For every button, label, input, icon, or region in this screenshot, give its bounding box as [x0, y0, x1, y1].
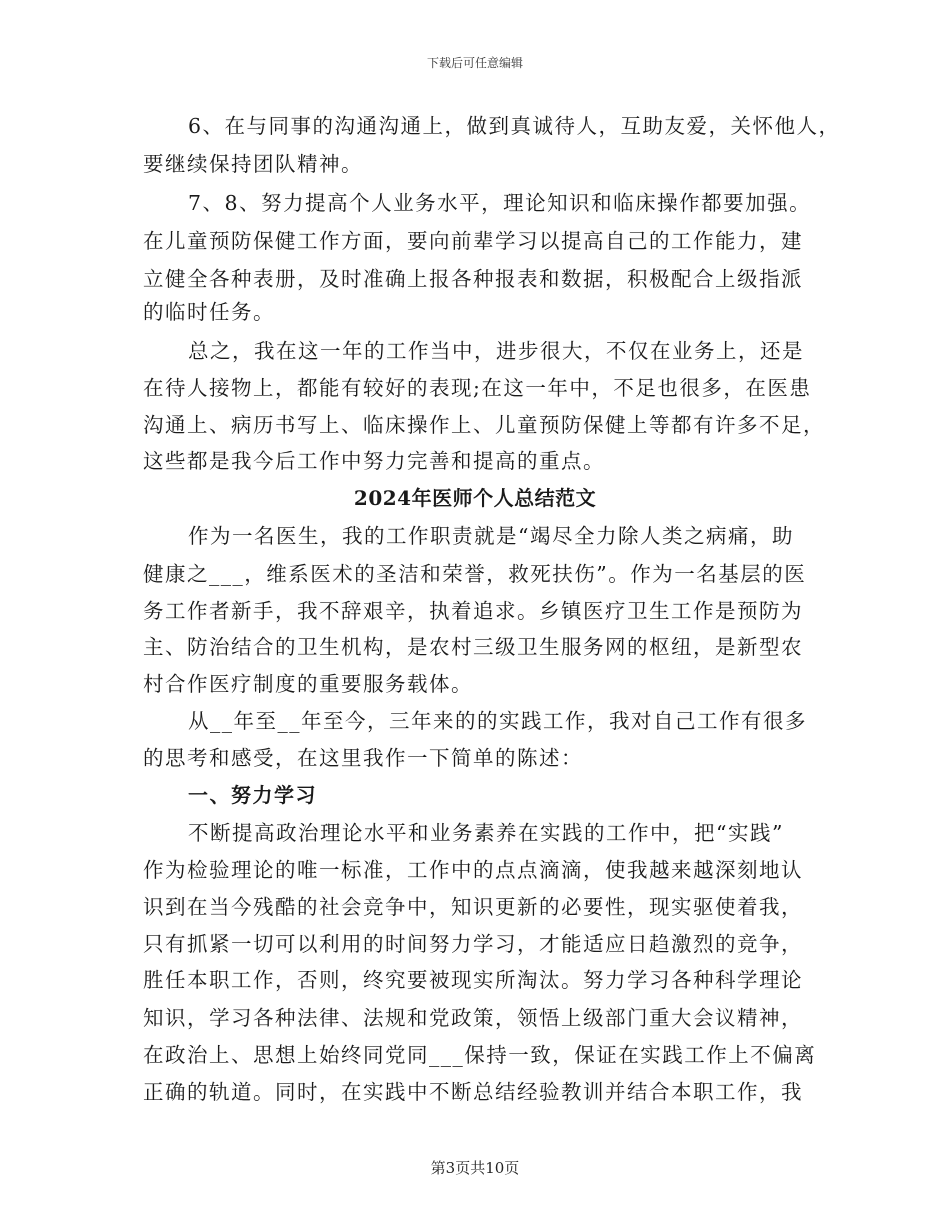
paragraph-line: 作为一名医生，我的工作职责就是“竭尽全力除人类之病痛，助	[188, 524, 794, 548]
paragraph-line: 只有抓紧一切可以利用的时间努力学习，才能适应日趋激烈的竞争，	[143, 932, 803, 956]
paragraph-line: 在待人接物上，都能有较好的表现;在这一年中，不足也很多，在医患	[143, 376, 812, 400]
paragraph-line: 7、8、努力提高个人业务水平，理论知识和临床操作都要加强。	[188, 191, 812, 215]
paragraph-line: 务工作者新手，我不辞艰辛，执着追求。乡镇医疗卫生工作是预防为	[143, 599, 803, 623]
page-header: 下载后可任意编辑	[426, 56, 523, 70]
paragraph-line: 正确的轨道。同时，在实践中不断总结经验教训并结合本职工作，我	[143, 1080, 803, 1104]
paragraph-line: 作为检验理论的唯一标准，工作中的点点滴滴，使我越来越深刻地认	[143, 858, 803, 882]
paragraph-line: 的思考和感受，在这里我作一下简单的陈述：	[143, 746, 583, 770]
paragraph-line: 沟通上、病历书写上、临床操作上、儿童预防保健上等都有许多不足，	[143, 413, 825, 437]
paragraph-line: 总之，我在这一年的工作当中，进步很大，不仅在业务上，还是	[188, 339, 804, 363]
paragraph-line: 在儿童预防保健工作方面，要向前辈学习以提高自己的工作能力，建	[143, 229, 803, 253]
section-title: 2024年医师个人总结范文	[353, 486, 597, 510]
paragraph-line: 健康之___，维系医术的圣洁和荣誉，救死扶伤”。作为一名基层的医	[143, 562, 807, 586]
paragraph-line: 村合作医疗制度的重要服务载体。	[143, 672, 473, 696]
paragraph-line: 这些都是我今后工作中努力完善和提高的重点。	[143, 449, 605, 473]
paragraph-line: 主、防治结合的卫生机构，是农村三级卫生服务网的枢纽，是新型农	[143, 635, 803, 659]
paragraph-line: 要继续保持团队精神。	[143, 152, 363, 176]
paragraph-line: 6、在与同事的沟通沟通上，做到真诚待人，互助友爱，关怀他人，	[188, 114, 841, 138]
paragraph-line: 识到在当今残酷的社会竞争中，知识更新的必要性，现实驱使着我，	[143, 895, 803, 919]
paragraph-line: 的临时任务。	[143, 300, 275, 324]
paragraph-line: 从__年至__年至今，三年来的的实践工作，我对自己工作有很多	[188, 709, 807, 733]
subsection-heading: 一、努力学习	[188, 783, 317, 807]
paragraph-line: 在政治上、思想上始终同党同___保持一致，保证在实践工作上不偏离	[143, 1043, 817, 1067]
paragraph-line: 知识，学习各种法律、法规和党政策，领悟上级部门重大会议精神，	[143, 1006, 803, 1030]
paragraph-line: 立健全各种表册，及时准确上报各种报表和数据，积极配合上级指派	[143, 267, 803, 291]
paragraph-line: 胜任本职工作，否则，终究要被现实所淘汰。努力学习各种科学理论	[143, 968, 803, 992]
page-footer: 第3页共10页	[430, 1159, 520, 1177]
paragraph-line: 不断提高政治理论水平和业务素养在实践的工作中，把“实践”	[188, 821, 784, 845]
